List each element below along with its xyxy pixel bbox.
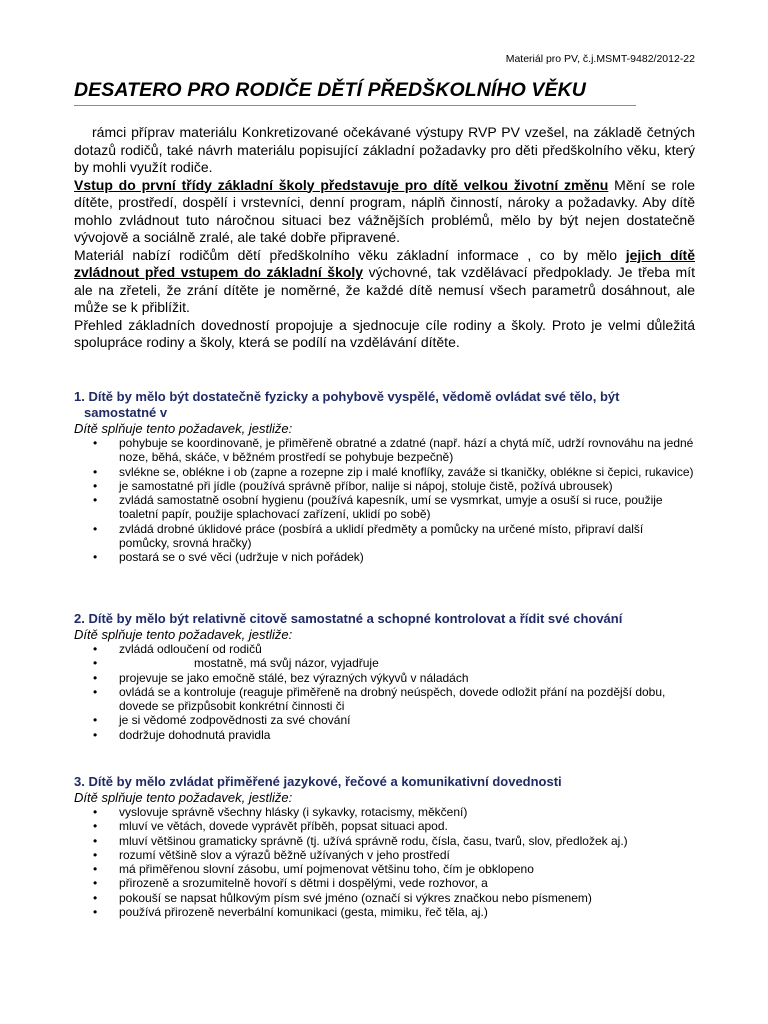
list-item xyxy=(74,819,695,833)
list-item xyxy=(74,834,695,848)
list-item-text: zvládá samostatně osobní hygienu (používá kapesník, umí se vysmrkat, umyje a osuší si ruce, použije toaletní papír, použije splachovací zařízení, uklidí po sobě) xyxy=(119,493,663,522)
list-item xyxy=(74,465,695,479)
intro-emphasis-2: jejich dítě zvládnout před vstupem do základní školy xyxy=(74,246,695,280)
list-item xyxy=(74,805,695,819)
bullet-icon: • xyxy=(93,876,98,891)
section-2 xyxy=(74,611,695,742)
list-item-text: svlékne se, oblékne i ob (zapne a rozepne zip i malé knoflíky, zaváže si tkaničky, oblékne si čepici, rukavice) xyxy=(119,464,694,479)
section-subheading: Dítě splňuje tento požadavek, jestliže: xyxy=(74,627,293,642)
list-item-text: rozumí většině slov a výrazů běžně užívaných v jeho prostředí xyxy=(119,847,450,862)
bullet-icon: • xyxy=(93,521,98,536)
list-item xyxy=(74,479,695,493)
requirement-list xyxy=(74,805,695,919)
document-reference: Materiál pro PV, č.j.MSMT-9482/2012-22 xyxy=(505,53,695,65)
list-item xyxy=(74,642,695,656)
intro-paragraph-3 xyxy=(74,247,695,317)
section-heading xyxy=(74,389,695,421)
bullet-icon: • xyxy=(93,656,98,671)
list-item-text: přirozeně a srozumitelně hovoří s dětmi i dospělými, vede rozhovor, a xyxy=(119,876,488,891)
bullet-icon: • xyxy=(93,819,98,834)
list-item-text: mluví většinou gramaticky správně (tj. užívá správně rodu, čísla, času, tvarů, slov, předložek aj.) xyxy=(119,833,628,848)
bullet-icon: • xyxy=(93,464,98,479)
section-heading-text: 1. Dítě by mělo být dostatečně fyzicky a pohybově vyspělé, vědomě ovládat své tělo, být xyxy=(74,389,620,404)
intro-text xyxy=(74,124,695,352)
bullet-icon: • xyxy=(93,805,98,819)
bullet-icon: • xyxy=(93,684,98,699)
list-item-text: je si vědomé zodpovědnosti za své chování xyxy=(119,713,351,728)
bullet-icon: • xyxy=(93,670,98,685)
list-item-text: mluví ve větách, dovede vyprávět příběh, popsat situaci apod. xyxy=(119,819,448,834)
list-item xyxy=(74,713,695,727)
intro-paragraph-3-a: Materiál nabízí rodičům dětí předškolního věku základní informace , co by mělo xyxy=(74,246,626,263)
bullet-icon: • xyxy=(93,436,98,450)
list-item-text: ovládá se a kontroluje (reaguje přiměřeně na drobný neúspěch, dovede odložit přání na pozdější dobu, dovede se přizpůsobit konkrétní činnosti či xyxy=(119,684,666,714)
list-item-text: používá přirozeně neverbální komunikaci (gesta, mimiku, řeč těla, aj.) xyxy=(119,905,488,920)
section-heading-text: 2. Dítě by mělo být relativně citově samostatné a schopné kontrolovat a řídit své chování xyxy=(74,611,623,626)
list-item-text: projevuje se jako emočně stálé, bez výrazných výkyvů v náladách xyxy=(119,670,469,685)
list-item xyxy=(74,436,695,465)
list-item-text: pohybuje se koordinovaně, je přiměřeně obratné a zdatné (např. hází a chytá míč, udrží rovnováhu na jedné noze, běhá, skáče, v běžném prostředí se pohybuje bezpečně) xyxy=(119,436,694,465)
bullet-icon: • xyxy=(93,905,98,920)
list-item xyxy=(74,862,695,876)
list-item-text: mostatně, má svůj názor, vyjadřuje xyxy=(194,656,379,671)
list-item-text: vyslovuje správně všechny hlásky (i sykavky, rotacismy, měkčení) xyxy=(119,805,468,819)
intro-paragraph-2-text: Mění se role dítěte, prostředí, dospělí i vrstevníci, denní program, náplň činností, nároky a požadavky. Aby dítě mohlo zvládnout tuto náročnou situaci bez vážnějších problémů, mělo by být nejen dostatečně vývojově a sociálně zralé, ale také dobře připravené. xyxy=(74,176,695,245)
section-heading xyxy=(74,611,695,627)
list-item-text: zvládá drobné úklidové práce (posbírá a uklidí předměty a pomůcky na určené místo, připraví další pomůcky, srovná hračky) xyxy=(119,521,644,551)
bullet-icon: • xyxy=(93,890,98,905)
list-item-text: má přiměřenou slovní zásobu, umí pojmenovat většinu toho, čím je obklopeno xyxy=(119,862,534,877)
bullet-icon: • xyxy=(93,833,98,848)
page-title: DESATERO PRO RODIČE DĚTÍ PŘEDŠKOLNÍHO VĚKU xyxy=(74,79,586,101)
bullet-icon: • xyxy=(93,713,98,728)
list-item xyxy=(74,876,695,890)
list-item-text: zvládá odloučení od rodičů xyxy=(119,642,262,656)
list-item-text: dodržuje dohodnutá pravidla xyxy=(119,727,271,742)
bullet-icon: • xyxy=(93,727,98,742)
list-item xyxy=(74,905,695,919)
list-item xyxy=(74,848,695,862)
intro-paragraph-2 xyxy=(74,177,695,247)
section-subheading: Dítě splňuje tento požadavek, jestliže: xyxy=(74,421,293,436)
title-underline xyxy=(74,105,636,106)
list-item-text: je samostatné při jídle (používá správně příbor, nalije si nápoj, stoluje čistě, požívá ubrousek) xyxy=(119,478,613,493)
list-item xyxy=(74,522,695,551)
list-item xyxy=(74,656,695,670)
section-heading-continuation: samostatné v xyxy=(84,405,168,420)
list-item-text: postará se o své věci (udržuje v nich pořádek) xyxy=(119,550,364,565)
section-3 xyxy=(74,774,695,919)
list-item xyxy=(74,671,695,685)
section-heading-text: 3. Dítě by mělo zvládat přiměřené jazykové, řečové a komunikativní dovednosti xyxy=(74,774,562,789)
bullet-icon: • xyxy=(93,478,98,493)
list-item xyxy=(74,685,695,714)
section-subheading: Dítě splňuje tento požadavek, jestliže: xyxy=(74,790,293,805)
requirement-list xyxy=(74,642,695,742)
intro-emphasis-1: Vstup do první třídy základní školy představuje pro dítě velkou životní změnu xyxy=(74,176,609,193)
list-item xyxy=(74,728,695,742)
bullet-icon: • xyxy=(93,550,98,565)
intro-paragraph-3-b: výchovné, tak vzdělávací předpoklady. Je třeba mít ale na zřeteli, že zrání dítěte je noměrné, že každé dítě nemusí všech parametrů dosáhnout, ale může se k přiblížit. xyxy=(74,264,695,315)
bullet-icon: • xyxy=(93,493,98,508)
list-item-text: pokouší se napsat hůlkovým písm své jméno (označí si výkres značkou nebo písmenem) xyxy=(119,890,592,905)
bullet-icon: • xyxy=(93,847,98,862)
bullet-icon: • xyxy=(93,862,98,877)
section-1 xyxy=(74,389,695,565)
list-item xyxy=(74,550,695,564)
list-item xyxy=(74,891,695,905)
section-heading xyxy=(74,774,695,790)
list-item xyxy=(74,493,695,522)
intro-paragraph-1: rámci příprav materiálu Konkretizované očekávané výstupy RVP PV vzešel, na základě četných dotazů rodičů, také návrh materiálu popisující základní požadavky pro děti předškolního věku, který by mohli využít rodiče. xyxy=(74,124,695,175)
bullet-icon: • xyxy=(93,642,98,656)
requirement-list xyxy=(74,436,695,565)
intro-paragraph-4: Přehled základních dovedností propojuje a sjednocuje cíle rodiny a školy. Proto je velmi důležitá spolupráce rodiny a školy, která se podílí na vzdělávání dítěte. xyxy=(74,316,695,350)
